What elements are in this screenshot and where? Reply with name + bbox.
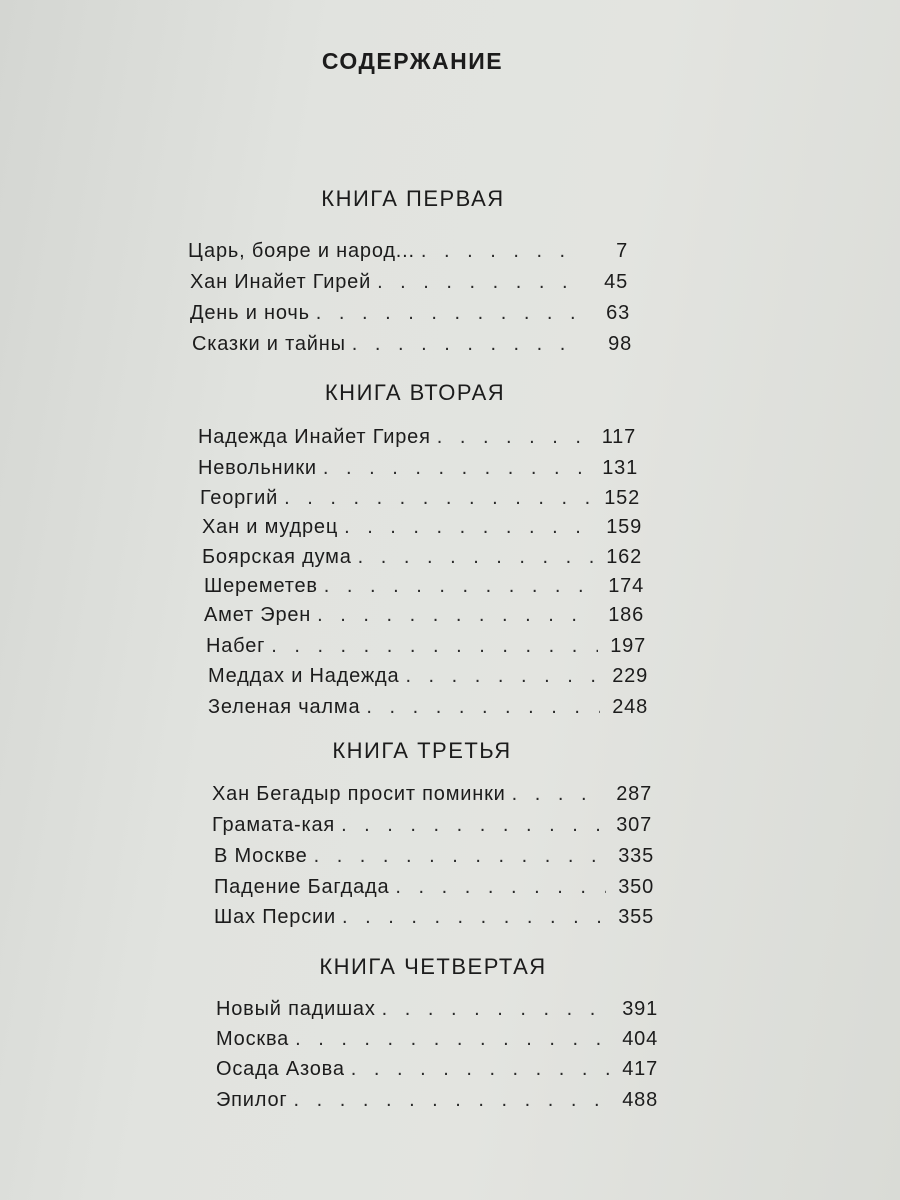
dot-leader [318,575,596,598]
dot-leader [376,998,610,1021]
entry-page: 174 [608,575,644,597]
dot-leader [310,302,582,325]
dot-leader [399,665,600,688]
entry-page: 45 [604,271,628,293]
entry-page: 162 [606,546,642,568]
entry-title: Шереметев [204,575,318,597]
dot-leader [415,240,580,263]
entry-title: Падение Багдада [214,876,390,898]
toc-entry [190,271,628,299]
toc-entry [198,457,638,485]
dot-leader [345,1058,610,1081]
entry-title: Москва [216,1028,290,1050]
entry-title: Надежда Инайет Гирея [198,426,431,448]
entry-page: 355 [618,906,654,928]
entry-page: 159 [606,516,642,538]
toc-entry [208,665,648,693]
entry-page: 63 [606,302,630,324]
entry-title: Зеленая чалма [208,696,361,718]
entry-page: 131 [602,457,638,479]
dot-leader [389,876,606,899]
dot-leader [352,546,594,569]
toc-entry [214,906,654,934]
entry-title: Боярская дума [202,546,352,568]
toc-entry [198,426,636,454]
entry-page: 307 [616,814,652,836]
entry-title: Георгий [200,487,279,509]
dot-leader [308,845,606,868]
dot-leader [346,333,584,356]
entry-title: Новый падишах [216,998,376,1020]
dot-leader [431,426,588,449]
entry-page: 391 [622,998,658,1020]
entry-page: 287 [616,783,652,805]
entry-title: Сказки и тайны [192,333,346,355]
entry-page: 229 [612,665,648,687]
entry-title: Хан Инайет Гирей [190,271,372,293]
entry-title: Эпилог [216,1089,288,1111]
entry-page: 335 [618,845,654,867]
entry-title: В Москве [214,845,308,867]
entry-page: 152 [604,487,640,509]
dot-leader [360,696,600,719]
entry-title: Невольники [198,457,317,479]
dot-leader [506,783,604,806]
book-heading: КНИГА ЧЕТВЕРТАЯ [319,954,547,979]
toc-entry [202,546,642,574]
dot-leader [311,604,596,627]
dot-leader [289,1028,610,1051]
entry-title: Хан и мудрец [202,516,339,538]
toc-entry [202,516,642,544]
entry-page: 186 [608,604,644,626]
entry-title: Грамата-кая [212,814,336,836]
toc-entry [216,1028,658,1056]
entry-page: 488 [622,1089,658,1111]
dot-leader [336,906,606,929]
toc-entry [214,845,654,873]
entry-page: 98 [608,333,632,355]
toc-entry [216,998,658,1026]
dot-leader [278,487,592,510]
toc-entry [208,696,648,724]
toc-entry [212,783,652,811]
book-heading: КНИГА ВТОРАЯ [324,380,506,405]
toc-entry [204,604,644,632]
toc-entry [204,575,644,603]
entry-page: 417 [622,1058,658,1080]
entry-title: Набег [206,635,266,657]
dot-leader [338,516,594,539]
toc-entry [216,1058,658,1086]
book-heading: КНИГА ТРЕТЬЯ [332,738,512,763]
page-title: СОДЕРЖАНИЕ [321,48,504,74]
dot-leader [288,1089,611,1112]
dot-leader [371,271,580,294]
toc-entry [206,635,646,663]
entry-title: Царь, бояре и народ... [188,240,415,262]
book-heading: КНИГА ПЕРВАЯ [321,186,505,211]
dot-leader [265,635,598,658]
entry-page: 197 [610,635,646,657]
entry-page: 7 [616,240,628,262]
entry-page: 350 [618,876,654,898]
toc-entry [216,1089,658,1117]
toc-entry [192,333,632,361]
entry-page: 248 [612,696,648,718]
dot-leader [317,457,590,480]
entry-page: 404 [622,1028,658,1050]
toc-entry [214,876,654,904]
entry-title: Осада Азова [216,1058,345,1080]
entry-title: День и ночь [190,302,310,324]
entry-title: Шах Персии [214,906,336,928]
entry-title: Меддах и Надежда [208,665,400,687]
toc-entry [190,302,630,330]
toc-entry [212,814,652,842]
toc-entry [200,487,640,515]
dot-leader [335,814,604,837]
entry-title: Хан Бегадыр просит поминки [212,783,506,805]
entry-page: 117 [601,426,636,448]
toc-entry [188,240,628,268]
entry-title: Амет Эрен [204,604,312,626]
